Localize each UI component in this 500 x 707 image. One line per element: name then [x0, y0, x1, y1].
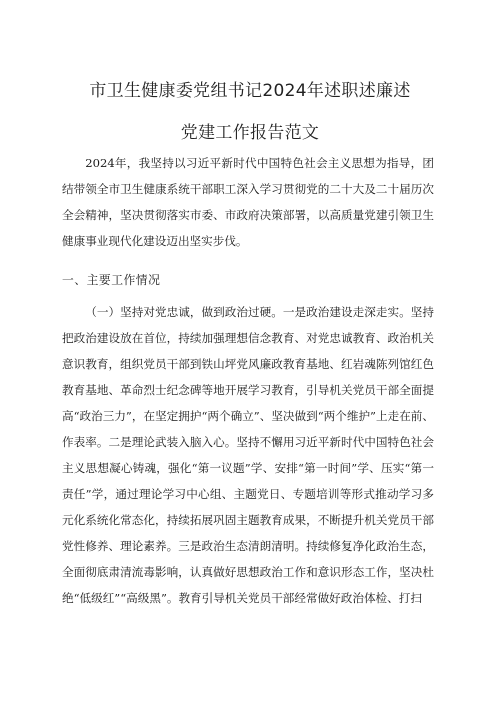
section-heading-main-work: 一、主要工作情况 [62, 273, 161, 287]
document-title-line-2: 党建工作报告范文 [180, 123, 320, 143]
document-title-line-1: 市卫生健康委党组书记2024年述职述廉述 [89, 81, 411, 101]
section-1-paragraph: （一）坚持对党忠诚，做到政治过硬。一是政治建设走深走实。坚持把政治建设放在首位，持续加强理想信念教育、对党忠诚教育、政治机关意识教育，组织党员干部到铁山坪党风廉政教育基地、红岩魂陈列馆红色教育基地、革命烈士纪念碑等地开展学习教育，引导机关党员干部全面提高“政治三力”，在坚定拥护“两个确立”、坚决做到“两个维护”上走在前、作表率。二是理论武装入脑入心。坚持不懈用习近平新时代中国特色社会主义思想凝心铸魂，强化“第一议题”学、安排“第一时间”学、压实“第一责任”学，通过理论学习中心组、主题党日、专题培训等形式推动学习多元化系统化常态化，持续拓展巩固主题教育成果，不断提升机关党员干部党性修养、理论素养。三是政治生态清朗清明。持续修复净化政治生态，全面彻底肃清流毒影响，认真做好思想政治工作和意识形态工作，坚决杜绝“低级红”“高级黑”。教育引导机关党员干部经常做好政治体检、打扫 [62, 305, 434, 605]
document-body [62, 150, 434, 611]
intro-paragraph: 2024年，我坚持以习近平新时代中国特色社会主义思想为指导，团结带领全市卫生健康系统干部职工深入学习贯彻党的二十大及二十届历次全会精神，坚决贯彻落实市委、市政府决策部署，以高质量党建引领卫生健康事业现代化建设迈出坚实步伐。 [62, 156, 434, 248]
